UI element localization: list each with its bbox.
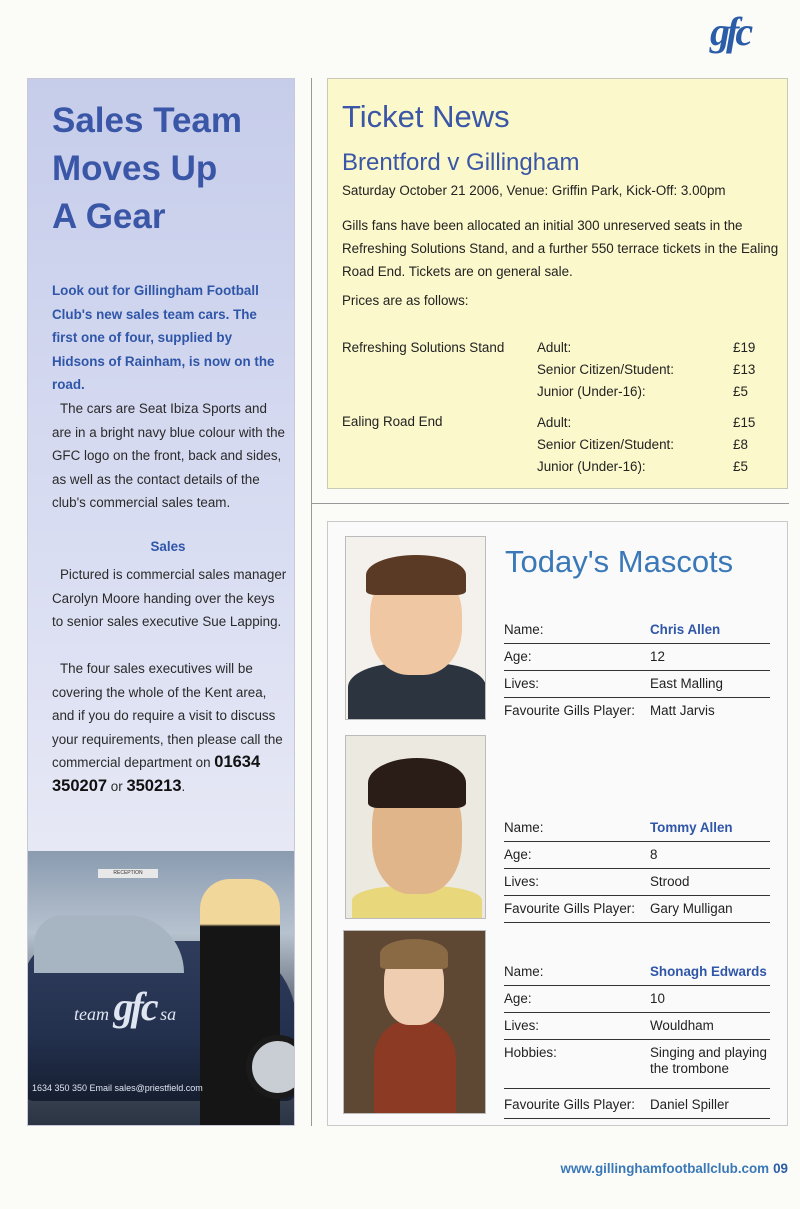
ticket-type: Senior Citizen/Student:: [537, 362, 674, 377]
reception-sign: RECEPTION: [98, 869, 158, 878]
field-label: Name:: [504, 964, 544, 979]
field-value: Gary Mulligan: [650, 901, 733, 916]
mascot-field: [504, 1043, 770, 1089]
mascots-title: Today's Mascots: [505, 544, 734, 579]
ticket-type: Junior (Under-16):: [537, 384, 646, 399]
field-label: Favourite Gills Player:: [504, 703, 635, 718]
website-url[interactable]: www.gillinghamfootballclub.com: [560, 1161, 770, 1176]
sales-paragraph: Pictured is commercial sales manager Carolyn Moore handing over the keys to senior sales executive Sue Lapping.: [52, 567, 287, 630]
clothing: [374, 1021, 456, 1114]
car-logo: [74, 983, 176, 1030]
price-row: [537, 362, 757, 377]
sales-contact-text: The four sales executives will be covering the whole of the Kent area, and if you do require a visit to discuss your requirements, then please call the commercial department on: [52, 661, 283, 771]
sales-body: The cars are Seat Ibiza Sports and are in a bright navy blue colour with the GFC logo on the front, back and sides, as well as the contact details of the club's commercial sales team.: [52, 401, 285, 511]
field-value: 8: [650, 847, 658, 862]
sales-text-area: [28, 79, 294, 851]
gfc-logo: gfc: [710, 9, 750, 54]
mascot-field: [504, 1016, 770, 1040]
field-value: 12: [650, 649, 665, 664]
mascot-field: [504, 989, 770, 1013]
field-label: Favourite Gills Player:: [504, 1097, 635, 1112]
field-value: Wouldham: [650, 1018, 714, 1033]
sales-heading-line: Sales Team: [52, 101, 243, 140]
hair: [366, 555, 466, 595]
hair: [368, 758, 466, 808]
ticket-type: Junior (Under-16):: [537, 459, 646, 474]
sales-heading-line: Moves Up: [52, 149, 218, 188]
price-row: [537, 384, 757, 399]
mascot-field: [504, 620, 770, 644]
sales-heading-line: A Gear: [52, 197, 166, 236]
hair: [380, 939, 448, 969]
ticket-type: Senior Citizen/Student:: [537, 437, 674, 452]
footer: [561, 1161, 788, 1176]
car-contact: 1634 350 350 Email sales@priestfield.com: [32, 1083, 203, 1093]
ticket-price: £15: [733, 415, 756, 430]
field-value: East Malling: [650, 676, 723, 691]
column-divider: [311, 78, 312, 1126]
sales-heading: [52, 97, 282, 241]
match-details: Saturday October 21 2006, Venue: Griffin Park, Kick-Off: 3.00pm: [342, 183, 726, 198]
sales-contact-paragraph: [52, 657, 292, 799]
field-label: Age:: [504, 847, 532, 862]
field-label: Lives:: [504, 874, 539, 889]
ticket-price: £8: [733, 437, 748, 452]
sales-car-photo: [28, 851, 294, 1125]
mascot-field: [504, 872, 770, 896]
sales-lead: Look out for Gillingham Football Club's new sales team cars. The first one of four, supplied by Hidsons of Rainham, is now on the road.: [52, 283, 275, 392]
price-row: [537, 340, 757, 355]
phone-number: 01634 350207: [52, 753, 261, 795]
mascot-photo: [345, 735, 486, 919]
mascots-box: [327, 521, 788, 1126]
venue-name: Ealing Road End: [342, 414, 443, 429]
mascot-field: [504, 899, 770, 923]
field-label: Lives:: [504, 1018, 539, 1033]
field-value: 10: [650, 991, 665, 1006]
venue-name: Refreshing Solutions Stand: [342, 340, 505, 355]
sentence-end: .: [181, 778, 186, 794]
mascot-photo: [343, 930, 486, 1114]
field-label: Lives:: [504, 676, 539, 691]
price-row: [537, 459, 757, 474]
ticket-body: Gills fans have been allocated an initial 300 unreserved seats in the Refreshing Solutions Stand, and a further 550 terrace tickets in the Ealing Road End. Tickets are on general sale.: [342, 218, 779, 279]
car-logo-mark: gfc: [113, 984, 156, 1029]
mascot-field: [504, 845, 770, 869]
field-label: Age:: [504, 649, 532, 664]
field-value: Strood: [650, 874, 690, 889]
mascot-name: Shonagh Edwards: [650, 964, 767, 979]
ticket-type: Adult:: [537, 415, 572, 430]
ticket-price: £5: [733, 459, 748, 474]
prices-intro: Prices are as follows:: [342, 293, 469, 308]
sales-subheading: Sales: [150, 539, 186, 554]
ticket-price: £13: [733, 362, 756, 377]
or-text: or: [110, 778, 123, 794]
mascot-field: [504, 701, 770, 725]
mascot-name: Chris Allen: [650, 622, 721, 637]
mascot-photo: [345, 536, 486, 720]
field-label: Age:: [504, 991, 532, 1006]
section-divider: [311, 503, 789, 504]
page-number: 09: [773, 1161, 788, 1176]
field-value: Matt Jarvis: [650, 703, 715, 718]
field-value: Daniel Spiller: [650, 1097, 729, 1112]
field-label: Name:: [504, 820, 544, 835]
ticket-title: Ticket News: [342, 99, 510, 134]
price-row: [537, 415, 757, 430]
mascot-name: Tommy Allen: [650, 820, 733, 835]
ticket-news-box: [327, 78, 788, 489]
car-logo-word: team: [74, 1004, 109, 1024]
ticket-price: £19: [733, 340, 756, 355]
mascot-field: [504, 1095, 770, 1119]
ticket-price: £5: [733, 384, 748, 399]
phone-number: 350213: [126, 776, 182, 795]
price-row: [537, 437, 757, 452]
mascot-field: [504, 674, 770, 698]
field-value: Singing and playing the trombone: [650, 1045, 767, 1076]
sales-article: [27, 78, 295, 1126]
car-window: [34, 915, 184, 973]
match-title: Brentford v Gillingham: [342, 149, 580, 176]
field-label: Favourite Gills Player:: [504, 901, 635, 916]
ticket-type: Adult:: [537, 340, 572, 355]
mascot-field: [504, 962, 770, 986]
field-label: Hobbies:: [504, 1045, 557, 1060]
car-logo-suffix: sa: [160, 1004, 177, 1024]
mascot-field: [504, 818, 770, 842]
field-label: Name:: [504, 622, 544, 637]
mascot-field: [504, 647, 770, 671]
